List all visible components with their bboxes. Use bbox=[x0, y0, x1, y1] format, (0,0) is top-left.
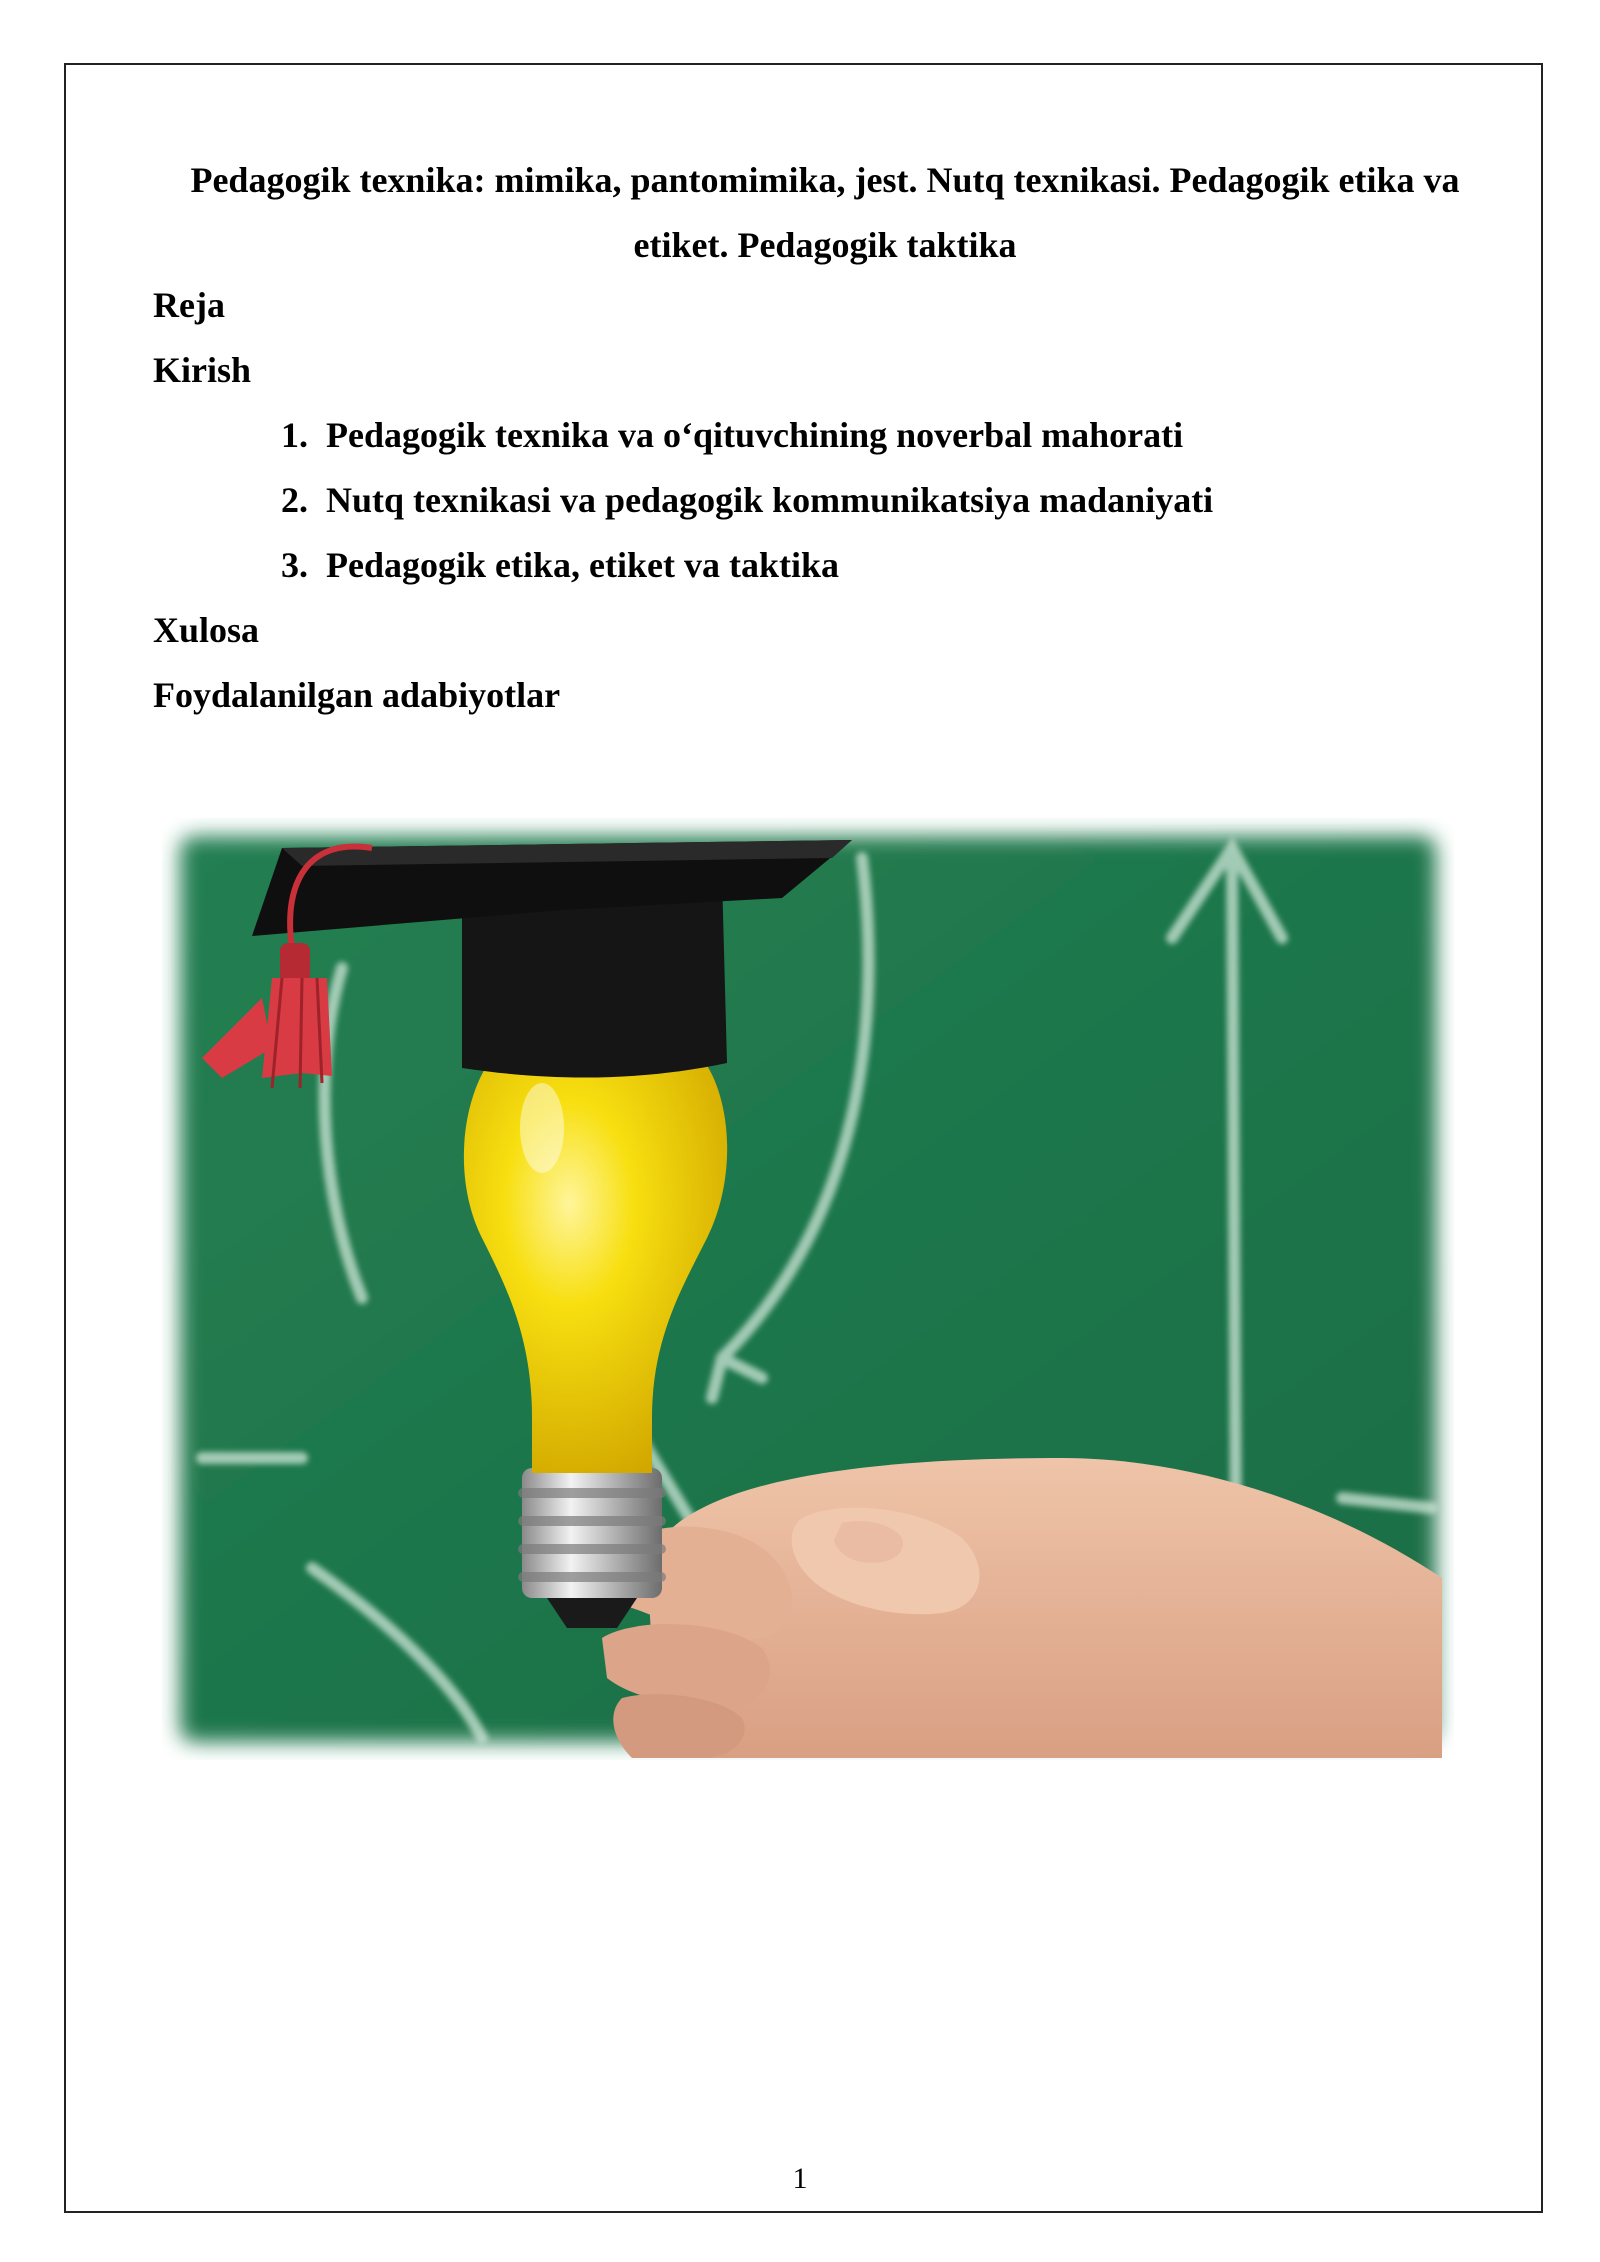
toc-item-text: Pedagogik texnika va o‘qituvchining noverbal mahorati bbox=[326, 415, 1184, 455]
toc-item-text: Nutq texnikasi va pedagogik kommunikatsiya madaniyati bbox=[326, 480, 1214, 520]
toc-item-number: 3. bbox=[281, 545, 308, 585]
lightbulb-graduation-cap-image bbox=[162, 818, 1454, 1760]
toc-item-number: 2. bbox=[281, 480, 308, 520]
toc-item bbox=[258, 543, 839, 587]
toc-item-text: Pedagogik etika, etiket va taktika bbox=[326, 545, 839, 585]
references-heading: Foydalanilgan adabiyotlar bbox=[153, 675, 561, 715]
intro-heading: Kirish bbox=[153, 350, 252, 390]
document-title: Pedagogik texnika: mimika, pantomimika, jest. Nutq texnikasi. Pedagogik etika va etiket. Pedagogik taktika bbox=[190, 160, 1460, 265]
plan-heading: Reja bbox=[153, 285, 225, 325]
page-number: 1 bbox=[792, 2162, 808, 2195]
conclusion-heading: Xulosa bbox=[153, 610, 260, 650]
toc-item bbox=[258, 478, 1213, 522]
toc-item-number: 1. bbox=[281, 415, 308, 455]
toc-item bbox=[258, 413, 1183, 457]
